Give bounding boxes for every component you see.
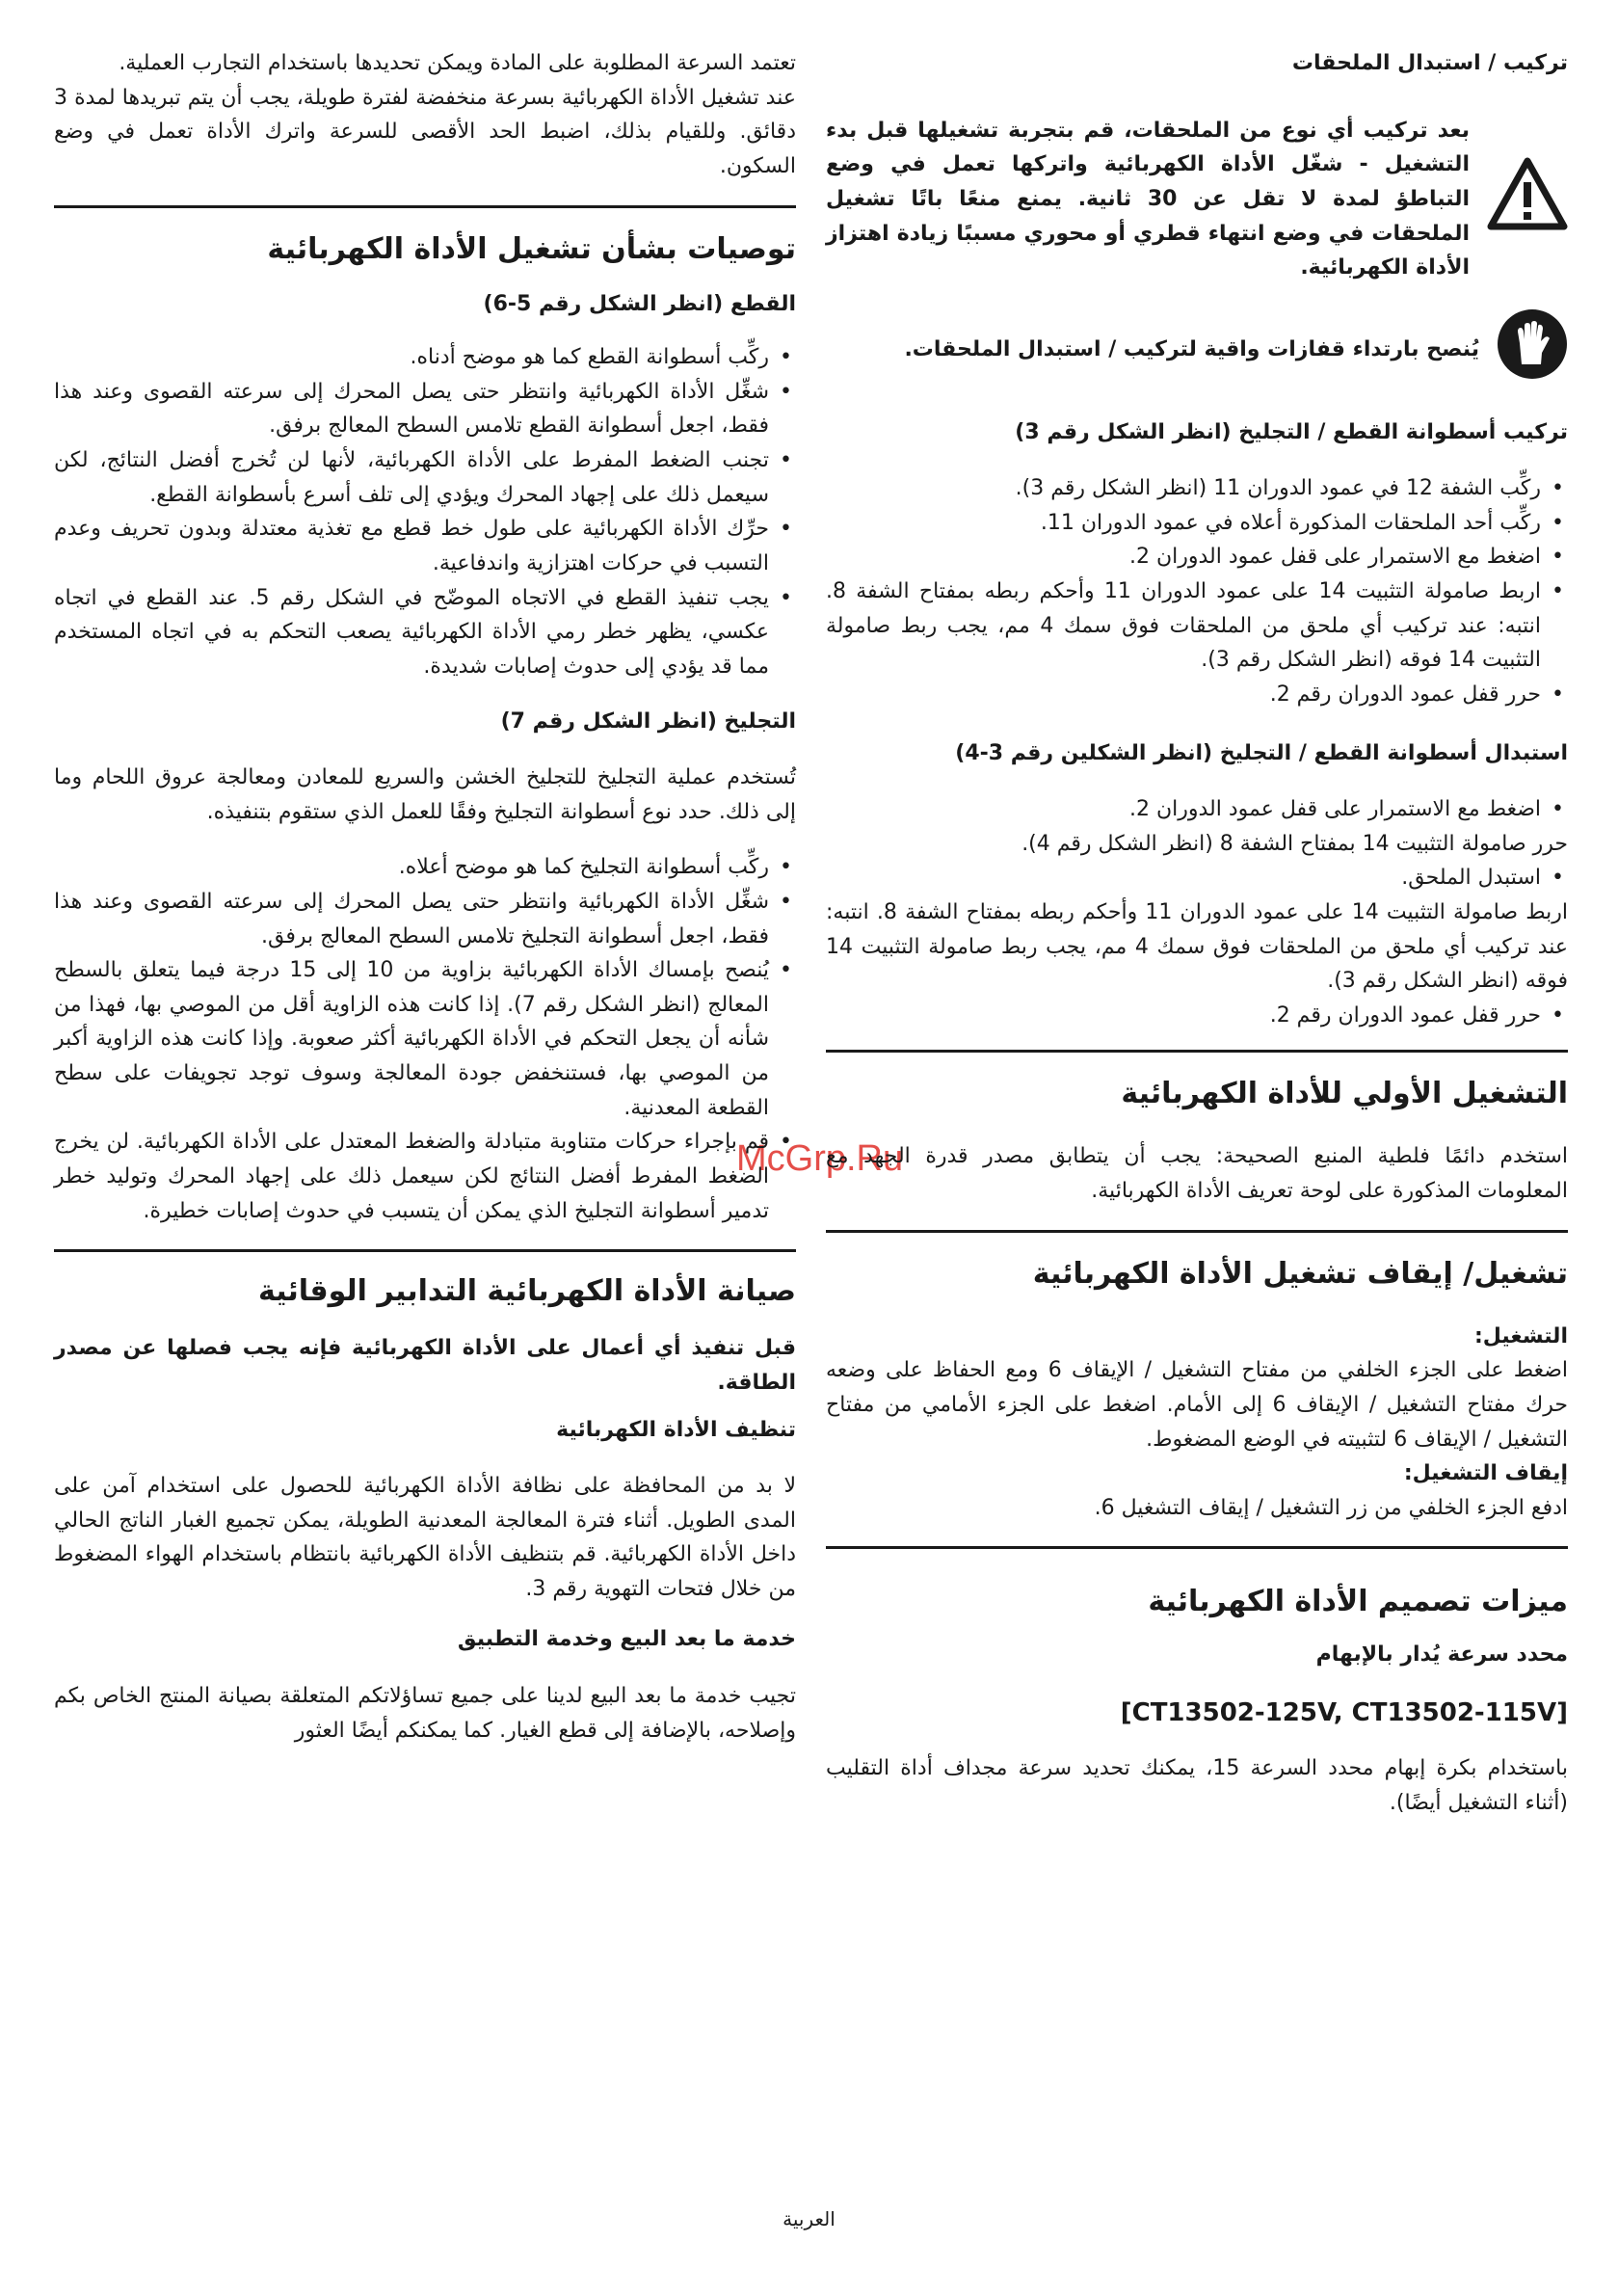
divider — [54, 205, 796, 208]
features-heading: ميزات تصميم الأداة الكهربائية — [1148, 1585, 1568, 1619]
divider — [826, 1546, 1568, 1549]
grinding-list — [54, 850, 796, 1228]
mount-list — [826, 471, 1568, 711]
list-item: • حرر قفل عمود الدوران رقم 2. — [826, 678, 1568, 712]
protective-gloves-icon — [1497, 308, 1568, 391]
list-item: • يُنصح بإمساك الأداة الكهربائية بزاوية من 10 إلى 15 درجة فيما يتعلق بالسطح المعالج (انظر الشكل رقم 7). إذا كانت هذه الزاوية أقل من الموصي بها، فهذا من شأنه أن يجعل التحكم في الأداة الكهربائية أكثر صعوبة. وإذا كانت هذه الزاوية أكبر من الموصي بها، فستنخفض جودة المعالجة وسوف توجد تجويفات على سطح القطعة المعدنية. — [54, 953, 796, 1125]
speed-heading: محدد سرعة يُدار بالإبهام — [1315, 1642, 1568, 1668]
service-text: تجيب خدمة ما بعد البيع لدينا على جميع تساؤلاتكم المتعلقة بصيانة المنتج الخاص بكم وإصلاحه، بالإضافة إلى قطع الغيار. كما يمكنكم أيضًا العثور — [54, 1684, 796, 1743]
off-label: إيقاف التشغيل: — [1403, 1461, 1568, 1486]
divider — [826, 1230, 1568, 1233]
list-item: • استبدل الملحق. — [826, 861, 1568, 895]
list-item: • ركِّب الشفة 12 في عمود الدوران 11 (انظر الشكل رقم 3). — [826, 471, 1568, 506]
list-item: • شغِّل الأداة الكهربائية وانتظر حتى يصل المحرك إلى سرعته القصوى وعند هذا فقط، اجعل أسطوانة القطع تلامس السطح المعالج برفق. — [54, 375, 796, 443]
list-item: • ركِّب أحد الملحقات المذكورة أعلاه في عمود الدوران 11. — [826, 506, 1568, 541]
service-heading: خدمة ما بعد البيع وخدمة التطبيق — [457, 1626, 796, 1651]
cleaning-heading: تنظيف الأداة الكهربائية — [556, 1418, 796, 1443]
page-footer: العربية — [782, 2207, 836, 2230]
initial-text: استخدم دائمًا فلطية المنبع الصحيحة: يجب أن يتطابق مصدر قدرة الجهد مع المعلومات المذكورة على لوحة تعريف الأداة الكهربائية. — [826, 1144, 1568, 1203]
cutting-heading: القطع (انظر الشكل رقم 5-6) — [483, 291, 796, 316]
grinding-heading: التجليخ (انظر الشكل رقم 7) — [500, 709, 796, 734]
maintenance-warning: قبل تنفيذ أي أعمال على الأداة الكهربائية فإنه يجب فصلها عن مصدر الطاقة. — [54, 1336, 796, 1395]
list-item: • اضغط مع الاستمرار على قفل عمود الدوران 2. — [826, 792, 1568, 827]
list-item: • اضغط مع الاستمرار على قفل عمود الدوران 2. — [826, 540, 1568, 574]
replace-list-3 — [826, 999, 1568, 1033]
initial-heading: التشغيل الأولي للأداة الكهربائية — [1121, 1077, 1568, 1111]
speed-text: باستخدام بكرة إبهام محدد السرعة 15، يمكنك تحديد سرعة مجداف أداة التقليب (أثناء التشغيل أيضًا). — [826, 1756, 1568, 1816]
off-text: ادفع الجزء الخلفي من زر التشغيل / إيقاف التشغيل 6. — [1094, 1495, 1568, 1520]
maintenance-heading: صيانة الأداة الكهربائية التدابير الوقائية — [258, 1274, 796, 1309]
list-item: • تجنب الضغط المفرط على الأداة الكهربائية، لأنها لن تُخرج أفضل النتائج، لكن سيعمل ذلك على إجهاد المحرك ويؤدي إلى تلف أسرع بأسطوانة القطع. — [54, 443, 796, 512]
install-heading: تركيب / استبدال الملحقات — [1291, 51, 1568, 75]
list-item: • اربط صامولة التثبيت 14 على عمود الدوران 11 وأحكم ربطه بمفتاح الشفة 8. انتبه: عند تركيب أي ملحق من الملحقات فوق سمك 4 مم، يجب ربط صامولة التثبيت 14 فوقه (انظر الشكل رقم 3). — [826, 574, 1568, 678]
replace-line: اربط صامولة التثبيت 14 على عمود الدوران 11 وأحكم ربطه بمفتاح الشفة 8. انتبه: عند تركيب أي ملحق من الملحقات فوق سمك 4 مم، يجب ربط صامولة التثبيت 14 فوقه (انظر الشكل رقم 3). — [826, 899, 1569, 994]
divider — [826, 1050, 1568, 1053]
on-label: التشغيل: — [1473, 1323, 1568, 1348]
replace-list-2 — [826, 861, 1568, 895]
onoff-heading: تشغيل/ إيقاف تشغيل الأداة الكهربائية — [1032, 1256, 1568, 1291]
intro-text: تعتمد السرعة المطلوبة على المادة ويمكن تحديدها باستخدام التجارب العملية. — [119, 51, 796, 75]
on-text: اضغط على الجزء الخلفي من مفتاح التشغيل / الإيقاف 6 ومع الحفاظ على وضعه حرك مفتاح التشغيل / الإيقاف 6 إلى الأمام. اضغط على الجزء الأمامي من مفتاح التشغيل / الإيقاف 6 لتثبيته في الوضع المضغوط. — [826, 1358, 1568, 1452]
models-text: [CT13502-125V, CT13502-115V] — [1120, 1698, 1568, 1727]
list-item: • شغِّل الأداة الكهربائية وانتظر حتى يصل المحرك إلى سرعته القصوى وعند هذا فقط، اجعل أسطوانة التجليخ تلامس السطح المعالج برفق. — [54, 885, 796, 953]
gloves-text: يُنصح بارتداء قفازات واقية لتركيب / استبدال الملحقات. — [904, 336, 1479, 361]
left-column — [54, 46, 796, 1748]
cutting-list — [54, 340, 796, 683]
recommend-heading: توصيات بشأن تشغيل الأداة الكهربائية — [267, 231, 796, 266]
divider — [54, 1249, 796, 1252]
replace-line: حرر صامولة التثبيت 14 بمفتاح الشفة 8 (انظر الشكل رقم 4). — [1021, 831, 1568, 856]
list-item: • ركِّب أسطوانة التجليخ كما هو موضح أعلاه. — [54, 850, 796, 885]
models-label — [826, 1695, 1568, 1730]
list-item: • حرر قفل عمود الدوران رقم 2. — [826, 999, 1568, 1033]
replace-heading: استبدال أسطوانة القطع / التجليخ (انظر الشكلين رقم 3-4) — [955, 741, 1568, 766]
grinding-intro: تُستخدم عملية التجليخ للتجليخ الخشن والسريع للمعادن ومعالجة عروق اللحام وما إلى ذلك. حدد نوع أسطوانة التجليخ وفقًا للعمل الذي ستقوم بتنفيذه. — [54, 765, 796, 824]
warning-block — [826, 114, 1568, 285]
right-column — [826, 46, 1568, 1821]
list-item: • يجب تنفيذ القطع في الاتجاه الموضّح في الشكل رقم 5. عند القطع في اتجاه عكسي، يظهر خطر رمي الأداة الكهربائية يصعب التحكم به في اتجاه المستخدم مما قد يؤدي إلى حدوث إصابات شديدة. — [54, 581, 796, 684]
cleaning-text: لا بد من المحافظة على نظافة الأداة الكهربائية للحصول على استخدام آمن على المدى الطويل. أثناء فترة المعالجة المعدنية الطويلة، يمكن تجميع الغبار الناتج الحالي داخل الأداة الكهربائية. قم بتنظيف الأداة الكهربائية بانتظام باستخدام الهواء المضغوط من خلال فتحات التهوية رقم 3. — [54, 1474, 796, 1601]
watermark: McGrp.Ru — [736, 1138, 904, 1179]
warning-triangle-icon — [1487, 157, 1568, 242]
list-item: • ركِّب أسطوانة القطع كما هو موضح أدناه. — [54, 340, 796, 375]
gloves-block — [826, 308, 1568, 391]
replace-list — [826, 792, 1568, 827]
list-item: • قم بإجراء حركات متناوبة متبادلة والضغط المعتدل على الأداة الكهربائية. لن يخرج الضغط المفرط أفضل النتائج لكن سيعمل ذلك على إجهاد المحرك وتوليد خطر تدمير أسطوانة التجليخ الذي يمكن أن يتسبب في حدوث إصابات خطيرة. — [54, 1125, 796, 1228]
intro-text: عند تشغيل الأداة الكهربائية بسرعة منخفضة لفترة طويلة، يجب أن يتم تبريدها لمدة 3 دقائق. وللقيام بذلك، اضبط الحد الأقصى للسرعة واترك الأداة تعمل في وضع السكون. — [54, 85, 796, 178]
mount-heading: تركيب أسطوانة القطع / التجليخ (انظر الشكل رقم 3) — [1015, 420, 1568, 445]
warning-text: بعد تركيب أي نوع من الملحقات، قم بتجربة تشغيلها قبل بدء التشغيل - شغّل الأداة الكهربائية واتركها تعمل في وضع التباطؤ لمدة لا تقل عن 30 ثانية. يمنع منعًا باتًا تشغيل الملحقات في وضع انتهاء قطري أو محوري مسببًا زيادة اهتزاز الأداة الكهربائية. — [826, 118, 1470, 280]
list-item: • حرِّك الأداة الكهربائية على طول خط قطع مع تغذية معتدلة وبدون تحريف وعدم التسبب في حركات اهتزازية واندفاعية. — [54, 512, 796, 580]
